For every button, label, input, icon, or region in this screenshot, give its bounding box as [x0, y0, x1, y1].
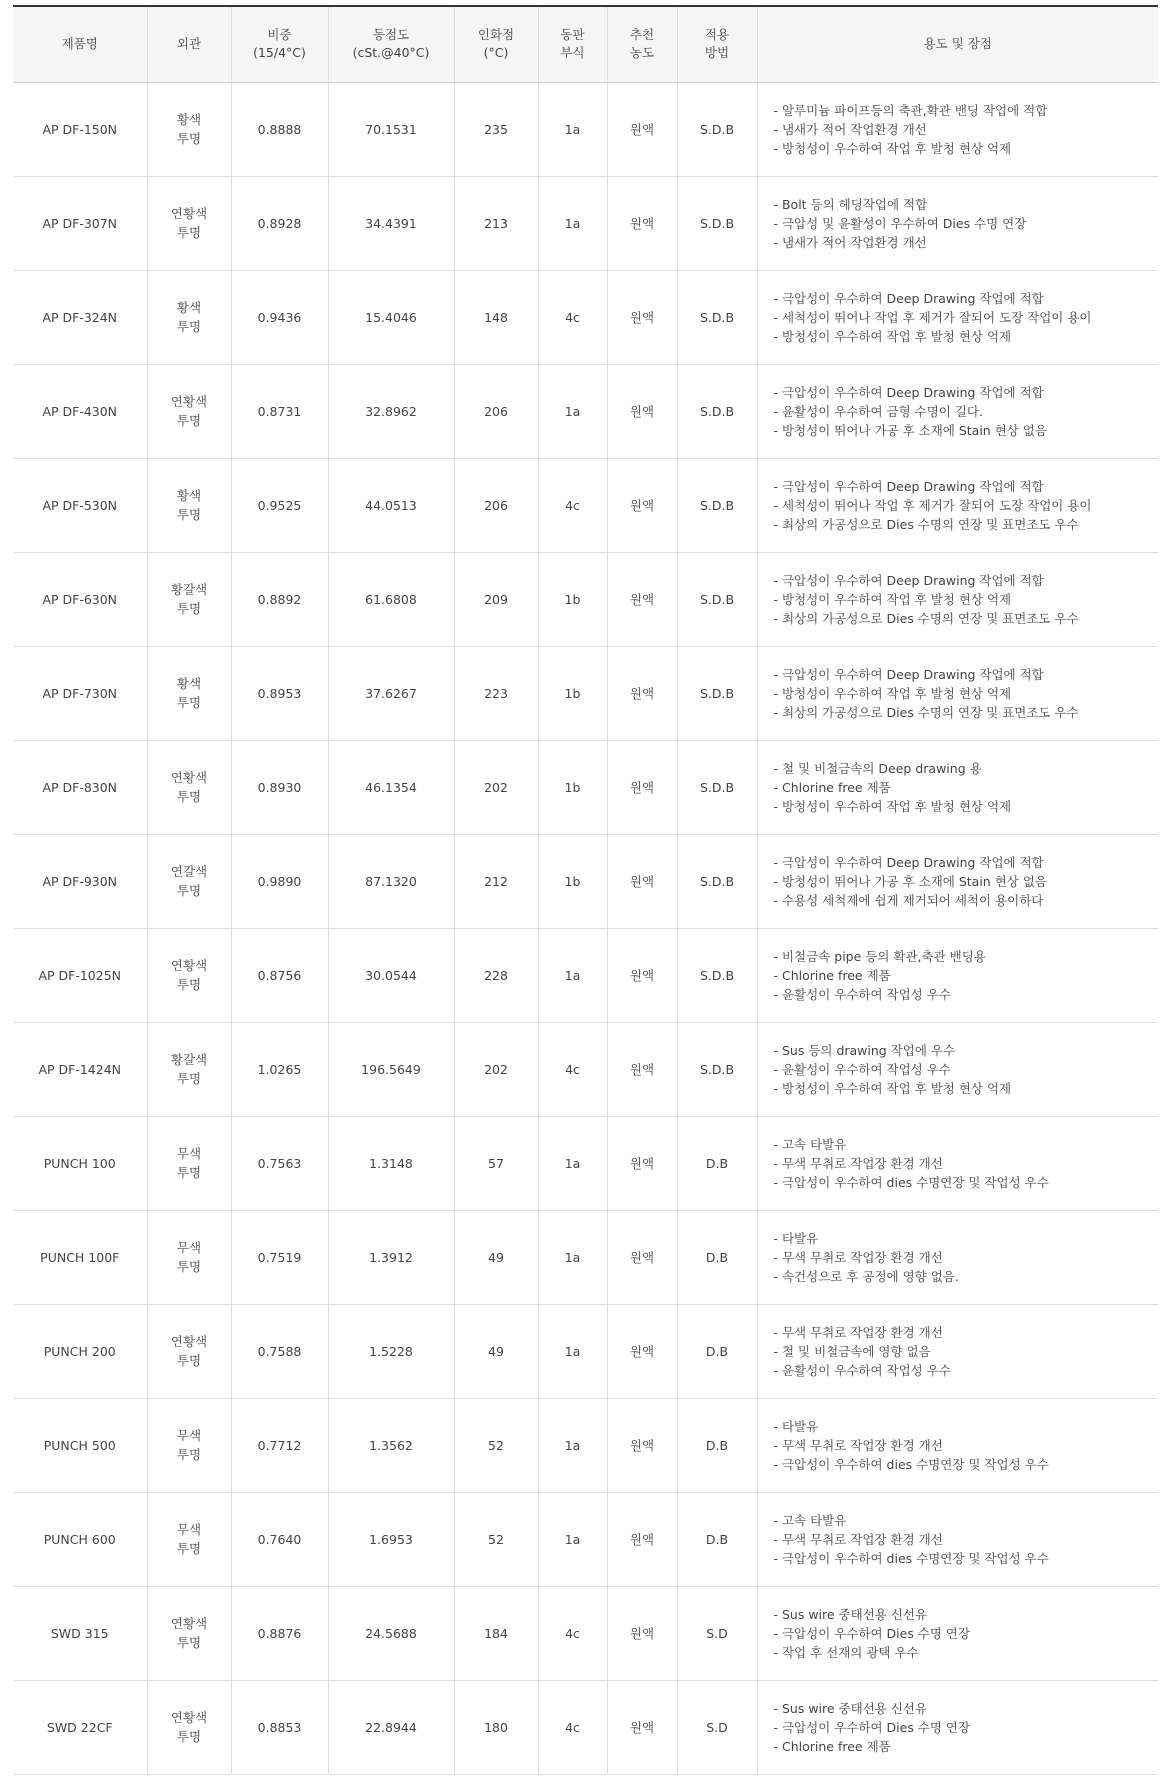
flash-point-cell: 57	[454, 1116, 538, 1210]
flash-point-cell: 202	[454, 1022, 538, 1116]
uses-line: - Sus wire 중태선용 신선유	[773, 1606, 928, 1622]
appearance-cell	[147, 1586, 231, 1680]
concentration-cell: 원액	[607, 82, 677, 176]
specific-gravity-cell: 0.8928	[231, 176, 328, 270]
table-row	[13, 364, 1158, 458]
concentration-cell: 원액	[607, 1116, 677, 1210]
table-row	[13, 834, 1158, 928]
uses-cell	[757, 552, 1158, 646]
specific-gravity-cell: 0.9890	[231, 834, 328, 928]
uses-line: - 방청성이 우수하여 작업 후 발청 현상 억제	[773, 591, 1012, 607]
table-header	[13, 6, 1158, 82]
concentration-cell: 원액	[607, 458, 677, 552]
uses-line: - 극압성이 우수하여 dies 수명연장 및 작업성 우수	[773, 1550, 1049, 1566]
uses-line: - 극압성 및 윤활성이 우수하여 Dies 수명 연장	[773, 215, 1027, 231]
concentration-cell: 원액	[607, 176, 677, 270]
table-row	[13, 1304, 1158, 1398]
header-corrosion-line-2: 부식	[560, 45, 585, 61]
copper-corrosion-cell: 1b	[538, 646, 607, 740]
table-row	[13, 740, 1158, 834]
uses-cell	[757, 740, 1158, 834]
specific-gravity-cell: 0.9436	[231, 270, 328, 364]
appearance-clarity: 투명	[176, 695, 202, 710]
table-row	[13, 1398, 1158, 1492]
appearance-clarity: 투명	[176, 1541, 202, 1556]
uses-cell	[757, 1304, 1158, 1398]
specific-gravity-cell: 0.8892	[231, 552, 328, 646]
application-method-cell: D.B	[677, 1398, 757, 1492]
application-method-cell: S.D	[677, 1680, 757, 1774]
appearance-cell	[147, 176, 231, 270]
table-row	[13, 270, 1158, 364]
flash-point-cell: 213	[454, 176, 538, 270]
product-name-cell: AP DF-1424N	[13, 1022, 147, 1116]
uses-line: - 알루미늄 파이프등의 축관,확관 밴딩 작업에 적합	[773, 102, 1048, 118]
uses-line: - 비철금속 pipe 등의 확관,축관 밴딩용	[773, 948, 986, 964]
uses-line: - 극압성이 우수하여 Dies 수명 연장	[773, 1625, 971, 1641]
uses-cell	[757, 928, 1158, 1022]
appearance-color: 연황색	[170, 770, 208, 785]
appearance-color: 황갈색	[170, 1052, 208, 1067]
appearance-color: 연황색	[170, 1616, 208, 1631]
uses-cell	[757, 1116, 1158, 1210]
table-row	[13, 1492, 1158, 1586]
header-gravity-line-2: (15/4°C)	[253, 45, 306, 61]
uses-cell	[757, 176, 1158, 270]
product-name-cell: PUNCH 600	[13, 1492, 147, 1586]
appearance-clarity: 투명	[176, 413, 202, 428]
appearance-clarity: 투명	[176, 1259, 202, 1274]
appearance-cell	[147, 646, 231, 740]
uses-line: - 철 및 비철금속에 영향 없음	[773, 1343, 931, 1359]
appearance-clarity: 투명	[176, 601, 202, 616]
header-flash-point	[454, 6, 538, 82]
header-row	[13, 6, 1158, 82]
appearance-cell	[147, 834, 231, 928]
application-method-cell: S.D.B	[677, 176, 757, 270]
uses-line: - 방청성이 우수하여 작업 후 발청 현상 억제	[773, 328, 1012, 344]
specific-gravity-cell: 0.8853	[231, 1680, 328, 1774]
appearance-color: 황색	[176, 112, 202, 127]
header-uses-advantages: 용도 및 장점	[757, 6, 1158, 82]
flash-point-cell: 184	[454, 1586, 538, 1680]
uses-line: - 수용성 세척제에 쉽게 제거되어 세척이 용이하다	[773, 892, 1044, 908]
header-viscosity	[328, 6, 454, 82]
uses-line: - 고속 타발유	[773, 1512, 847, 1528]
appearance-color: 무색	[176, 1146, 202, 1161]
header-flash-line-2: (°C)	[483, 45, 509, 61]
uses-cell	[757, 1680, 1158, 1774]
appearance-color: 무색	[176, 1522, 202, 1537]
specific-gravity-cell: 0.7588	[231, 1304, 328, 1398]
product-name-cell: PUNCH 100	[13, 1116, 147, 1210]
concentration-cell: 원액	[607, 646, 677, 740]
copper-corrosion-cell: 1b	[538, 740, 607, 834]
viscosity-cell: 30.0544	[328, 928, 454, 1022]
viscosity-cell: 1.3148	[328, 1116, 454, 1210]
specific-gravity-cell: 0.8888	[231, 82, 328, 176]
flash-point-cell: 228	[454, 928, 538, 1022]
uses-line: - 윤활성이 우수하여 금형 수명이 길다.	[773, 403, 983, 419]
appearance-cell	[147, 82, 231, 176]
copper-corrosion-cell: 1b	[538, 834, 607, 928]
uses-line: - 속건성으로 후 공정에 영향 없음.	[773, 1268, 959, 1284]
table-row	[13, 1022, 1158, 1116]
uses-line: - 무색 무취로 작업장 환경 개선	[773, 1531, 943, 1547]
uses-cell	[757, 1022, 1158, 1116]
uses-line: - 방청성이 뛰어나 가공 후 소재에 Stain 현상 없음	[773, 873, 1047, 889]
product-name-cell: AP DF-150N	[13, 82, 147, 176]
uses-cell	[757, 270, 1158, 364]
viscosity-cell: 1.5228	[328, 1304, 454, 1398]
uses-line: - 세척성이 뛰어나 작업 후 제거가 잘되어 도장 작업이 용이	[773, 497, 1092, 513]
appearance-color: 연황색	[170, 1710, 208, 1725]
uses-line: - Sus 등의 drawing 작업에 우수	[773, 1042, 956, 1058]
uses-cell	[757, 1210, 1158, 1304]
header-copper-corrosion	[538, 6, 607, 82]
specific-gravity-cell: 0.7563	[231, 1116, 328, 1210]
uses-line: - 방청성이 우수하여 작업 후 발청 현상 억제	[773, 1080, 1012, 1096]
uses-line: - 극압성이 우수하여 dies 수명연장 및 작업성 우수	[773, 1456, 1049, 1472]
uses-line: - 극압성이 우수하여 Deep Drawing 작업에 적합	[773, 478, 1044, 494]
application-method-cell: S.D.B	[677, 270, 757, 364]
uses-line: - 극압성이 우수하여 Dies 수명 연장	[773, 1719, 971, 1735]
product-name-cell: PUNCH 200	[13, 1304, 147, 1398]
viscosity-cell: 24.5688	[328, 1586, 454, 1680]
uses-cell	[757, 834, 1158, 928]
application-method-cell: S.D.B	[677, 646, 757, 740]
product-name-cell: AP DF-307N	[13, 176, 147, 270]
flash-point-cell: 180	[454, 1680, 538, 1774]
copper-corrosion-cell: 1a	[538, 1398, 607, 1492]
table-body	[13, 82, 1158, 1774]
appearance-color: 황색	[176, 300, 202, 315]
appearance-clarity: 투명	[176, 1635, 202, 1650]
flash-point-cell: 209	[454, 552, 538, 646]
appearance-cell	[147, 1492, 231, 1586]
copper-corrosion-cell: 4c	[538, 1586, 607, 1680]
flash-point-cell: 206	[454, 364, 538, 458]
uses-line: - 방청성이 우수하여 작업 후 발청 현상 억제	[773, 140, 1012, 156]
header-viscosity-line-1: 동점도	[372, 27, 410, 43]
uses-line: - 극압성이 우수하여 dies 수명연장 및 작업성 우수	[773, 1174, 1049, 1190]
product-name-cell: AP DF-630N	[13, 552, 147, 646]
copper-corrosion-cell: 4c	[538, 458, 607, 552]
viscosity-cell: 32.8962	[328, 364, 454, 458]
header-application-method	[677, 6, 757, 82]
appearance-cell	[147, 1210, 231, 1304]
table-row	[13, 928, 1158, 1022]
flash-point-cell: 49	[454, 1304, 538, 1398]
uses-line: - 작업 후 선재의 광택 우수	[773, 1644, 919, 1660]
concentration-cell: 원액	[607, 834, 677, 928]
appearance-clarity: 투명	[176, 225, 202, 240]
application-method-cell: S.D.B	[677, 834, 757, 928]
header-appearance: 외관	[147, 6, 231, 82]
viscosity-cell: 61.6808	[328, 552, 454, 646]
uses-line: - 극압성이 우수하여 Deep Drawing 작업에 적합	[773, 290, 1044, 306]
viscosity-cell: 196.5649	[328, 1022, 454, 1116]
viscosity-cell: 1.3562	[328, 1398, 454, 1492]
uses-line: - 고속 타발유	[773, 1136, 847, 1152]
appearance-cell	[147, 740, 231, 834]
header-corrosion-line-1: 동판	[560, 27, 585, 43]
uses-cell	[757, 646, 1158, 740]
copper-corrosion-cell: 4c	[538, 1022, 607, 1116]
specific-gravity-cell: 1.0265	[231, 1022, 328, 1116]
uses-line: - 무색 무취로 작업장 환경 개선	[773, 1437, 943, 1453]
viscosity-cell: 70.1531	[328, 82, 454, 176]
table-row	[13, 82, 1158, 176]
product-name-cell: AP DF-324N	[13, 270, 147, 364]
concentration-cell: 원액	[607, 552, 677, 646]
flash-point-cell: 212	[454, 834, 538, 928]
viscosity-cell: 46.1354	[328, 740, 454, 834]
product-spec-table-container	[13, 5, 1158, 1775]
product-name-cell: PUNCH 500	[13, 1398, 147, 1492]
uses-line: - 무색 무취로 작업장 환경 개선	[773, 1155, 943, 1171]
application-method-cell: S.D.B	[677, 364, 757, 458]
application-method-cell: D.B	[677, 1492, 757, 1586]
uses-line: - 윤활성이 우수하여 작업성 우수	[773, 1362, 951, 1378]
table-row	[13, 1586, 1158, 1680]
appearance-clarity: 투명	[176, 131, 202, 146]
uses-cell	[757, 1586, 1158, 1680]
flash-point-cell: 223	[454, 646, 538, 740]
table-row	[13, 176, 1158, 270]
appearance-color: 황색	[176, 488, 202, 503]
uses-line: - 최상의 가공성으로 Dies 수명의 연장 및 표면조도 우수	[773, 516, 1079, 532]
specific-gravity-cell: 0.7519	[231, 1210, 328, 1304]
application-method-cell: S.D	[677, 1586, 757, 1680]
application-method-cell: S.D.B	[677, 740, 757, 834]
uses-cell	[757, 1492, 1158, 1586]
concentration-cell: 원액	[607, 740, 677, 834]
application-method-cell: S.D.B	[677, 928, 757, 1022]
uses-cell	[757, 458, 1158, 552]
table-row	[13, 458, 1158, 552]
uses-cell	[757, 82, 1158, 176]
product-name-cell: AP DF-430N	[13, 364, 147, 458]
appearance-color: 무색	[176, 1240, 202, 1255]
appearance-color: 연황색	[170, 958, 208, 973]
concentration-cell: 원액	[607, 1304, 677, 1398]
application-method-cell: D.B	[677, 1116, 757, 1210]
specific-gravity-cell: 0.8930	[231, 740, 328, 834]
uses-line: - Chlorine free 제품	[773, 1738, 891, 1754]
copper-corrosion-cell: 4c	[538, 1680, 607, 1774]
uses-line: - 타발유	[773, 1418, 819, 1434]
uses-line: - 윤활성이 우수하여 작업성 우수	[773, 1061, 951, 1077]
appearance-color: 연황색	[170, 1334, 208, 1349]
application-method-cell: S.D.B	[677, 1022, 757, 1116]
appearance-clarity: 투명	[176, 507, 202, 522]
appearance-color: 연갈색	[170, 864, 208, 879]
viscosity-cell: 37.6267	[328, 646, 454, 740]
copper-corrosion-cell: 4c	[538, 270, 607, 364]
uses-line: - 최상의 가공성으로 Dies 수명의 연장 및 표면조도 우수	[773, 610, 1079, 626]
viscosity-cell: 1.3912	[328, 1210, 454, 1304]
viscosity-cell: 87.1320	[328, 834, 454, 928]
concentration-cell: 원액	[607, 270, 677, 364]
uses-cell	[757, 1398, 1158, 1492]
concentration-cell: 원액	[607, 1210, 677, 1304]
flash-point-cell: 49	[454, 1210, 538, 1304]
copper-corrosion-cell: 1a	[538, 928, 607, 1022]
appearance-clarity: 투명	[176, 1729, 202, 1744]
header-gravity-line-1: 비중	[267, 27, 292, 43]
uses-line: - Bolt 등의 헤딩작업에 적합	[773, 196, 928, 212]
table-row	[13, 1680, 1158, 1774]
appearance-clarity: 투명	[176, 883, 202, 898]
copper-corrosion-cell: 1a	[538, 1304, 607, 1398]
uses-line: - 극압성이 우수하여 Deep Drawing 작업에 적합	[773, 666, 1044, 682]
specific-gravity-cell: 0.8756	[231, 928, 328, 1022]
table-row	[13, 1210, 1158, 1304]
appearance-cell	[147, 1022, 231, 1116]
application-method-cell: S.D.B	[677, 552, 757, 646]
header-concentration-line-2: 농도	[629, 45, 655, 61]
appearance-clarity: 투명	[176, 319, 202, 334]
uses-line: - 방청성이 우수하여 작업 후 발청 현상 억제	[773, 798, 1012, 814]
uses-line: - 극압성이 우수하여 Deep Drawing 작업에 적합	[773, 572, 1044, 588]
application-method-cell: S.D.B	[677, 458, 757, 552]
specific-gravity-cell: 0.7712	[231, 1398, 328, 1492]
uses-line: - 철 및 비철금속의 Deep drawing 용	[773, 760, 982, 776]
appearance-clarity: 투명	[176, 1165, 202, 1180]
product-name-cell: AP DF-530N	[13, 458, 147, 552]
concentration-cell: 원액	[607, 1680, 677, 1774]
viscosity-cell: 44.0513	[328, 458, 454, 552]
uses-line: - Sus wire 중태선용 신선유	[773, 1700, 928, 1716]
flash-point-cell: 148	[454, 270, 538, 364]
copper-corrosion-cell: 1a	[538, 1492, 607, 1586]
application-method-cell: S.D.B	[677, 82, 757, 176]
uses-line: - 무색 무취로 작업장 환경 개선	[773, 1324, 943, 1340]
appearance-clarity: 투명	[176, 977, 202, 992]
uses-line: - 극압성이 우수하여 Deep Drawing 작업에 적합	[773, 854, 1044, 870]
copper-corrosion-cell: 1a	[538, 176, 607, 270]
copper-corrosion-cell: 1a	[538, 364, 607, 458]
uses-line: - 세척성이 뛰어나 작업 후 제거가 잘되어 도장 작업이 용이	[773, 309, 1092, 325]
appearance-color: 무색	[176, 1428, 202, 1443]
product-name-cell: AP DF-730N	[13, 646, 147, 740]
uses-line: - 무색 무취로 작업장 환경 개선	[773, 1249, 943, 1265]
appearance-clarity: 투명	[176, 789, 202, 804]
header-recommended-concentration	[607, 6, 677, 82]
table-row	[13, 646, 1158, 740]
uses-cell	[757, 364, 1158, 458]
flash-point-cell: 202	[454, 740, 538, 834]
copper-corrosion-cell: 1a	[538, 1210, 607, 1304]
appearance-color: 연황색	[170, 206, 208, 221]
product-name-cell: SWD 315	[13, 1586, 147, 1680]
appearance-cell	[147, 1116, 231, 1210]
concentration-cell: 원액	[607, 364, 677, 458]
uses-line: - 방청성이 우수하여 작업 후 발청 현상 억제	[773, 685, 1012, 701]
uses-line: - 냄새가 적어 작업환경 개선	[773, 234, 927, 250]
concentration-cell: 원액	[607, 928, 677, 1022]
flash-point-cell: 52	[454, 1492, 538, 1586]
concentration-cell: 원액	[607, 1398, 677, 1492]
appearance-cell	[147, 364, 231, 458]
appearance-clarity: 투명	[176, 1353, 202, 1368]
product-name-cell: SWD 22CF	[13, 1680, 147, 1774]
appearance-clarity: 투명	[176, 1447, 202, 1462]
table-row	[13, 1116, 1158, 1210]
concentration-cell: 원액	[607, 1492, 677, 1586]
appearance-cell	[147, 270, 231, 364]
appearance-cell	[147, 552, 231, 646]
product-name-cell: AP DF-1025N	[13, 928, 147, 1022]
appearance-clarity: 투명	[176, 1071, 202, 1086]
viscosity-cell: 22.8944	[328, 1680, 454, 1774]
uses-line: - Chlorine free 제품	[773, 779, 891, 795]
header-method-line-1: 적용	[704, 27, 730, 43]
appearance-cell	[147, 1680, 231, 1774]
concentration-cell: 원액	[607, 1022, 677, 1116]
appearance-color: 황색	[176, 676, 202, 691]
product-name-cell: AP DF-830N	[13, 740, 147, 834]
table-row	[13, 552, 1158, 646]
viscosity-cell: 34.4391	[328, 176, 454, 270]
appearance-cell	[147, 458, 231, 552]
uses-line: - 냄새가 적어 작업환경 개선	[773, 121, 927, 137]
appearance-cell	[147, 1304, 231, 1398]
uses-line: - Chlorine free 제품	[773, 967, 891, 983]
specific-gravity-cell: 0.9525	[231, 458, 328, 552]
viscosity-cell: 15.4046	[328, 270, 454, 364]
header-concentration-line-1: 추천	[629, 27, 655, 43]
specific-gravity-cell: 0.8953	[231, 646, 328, 740]
header-flash-line-1: 인화점	[477, 27, 515, 43]
viscosity-cell: 1.6953	[328, 1492, 454, 1586]
copper-corrosion-cell: 1a	[538, 82, 607, 176]
uses-line: - 최상의 가공성으로 Dies 수명의 연장 및 표면조도 우수	[773, 704, 1079, 720]
appearance-color: 연황색	[170, 394, 208, 409]
flash-point-cell: 235	[454, 82, 538, 176]
specific-gravity-cell: 0.8731	[231, 364, 328, 458]
flash-point-cell: 206	[454, 458, 538, 552]
specific-gravity-cell: 0.8876	[231, 1586, 328, 1680]
flash-point-cell: 52	[454, 1398, 538, 1492]
appearance-cell	[147, 1398, 231, 1492]
product-spec-table	[13, 5, 1158, 1775]
specific-gravity-cell: 0.7640	[231, 1492, 328, 1586]
uses-line: - 방청성이 뛰어나 가공 후 소재에 Stain 현상 없음	[773, 422, 1047, 438]
application-method-cell: D.B	[677, 1304, 757, 1398]
uses-line: - 극압성이 우수하여 Deep Drawing 작업에 적합	[773, 384, 1044, 400]
product-name-cell: AP DF-930N	[13, 834, 147, 928]
concentration-cell: 원액	[607, 1586, 677, 1680]
copper-corrosion-cell: 1a	[538, 1116, 607, 1210]
header-product-name: 제품명	[13, 6, 147, 82]
uses-line: - 타발유	[773, 1230, 819, 1246]
product-name-cell: PUNCH 100F	[13, 1210, 147, 1304]
uses-line: - 윤활성이 우수하여 작업성 우수	[773, 986, 951, 1002]
header-specific-gravity	[231, 6, 328, 82]
application-method-cell: D.B	[677, 1210, 757, 1304]
appearance-cell	[147, 928, 231, 1022]
appearance-color: 황갈색	[170, 582, 208, 597]
copper-corrosion-cell: 1b	[538, 552, 607, 646]
header-viscosity-line-2: (cSt.@40°C)	[352, 45, 430, 61]
header-method-line-2: 방법	[704, 45, 730, 61]
